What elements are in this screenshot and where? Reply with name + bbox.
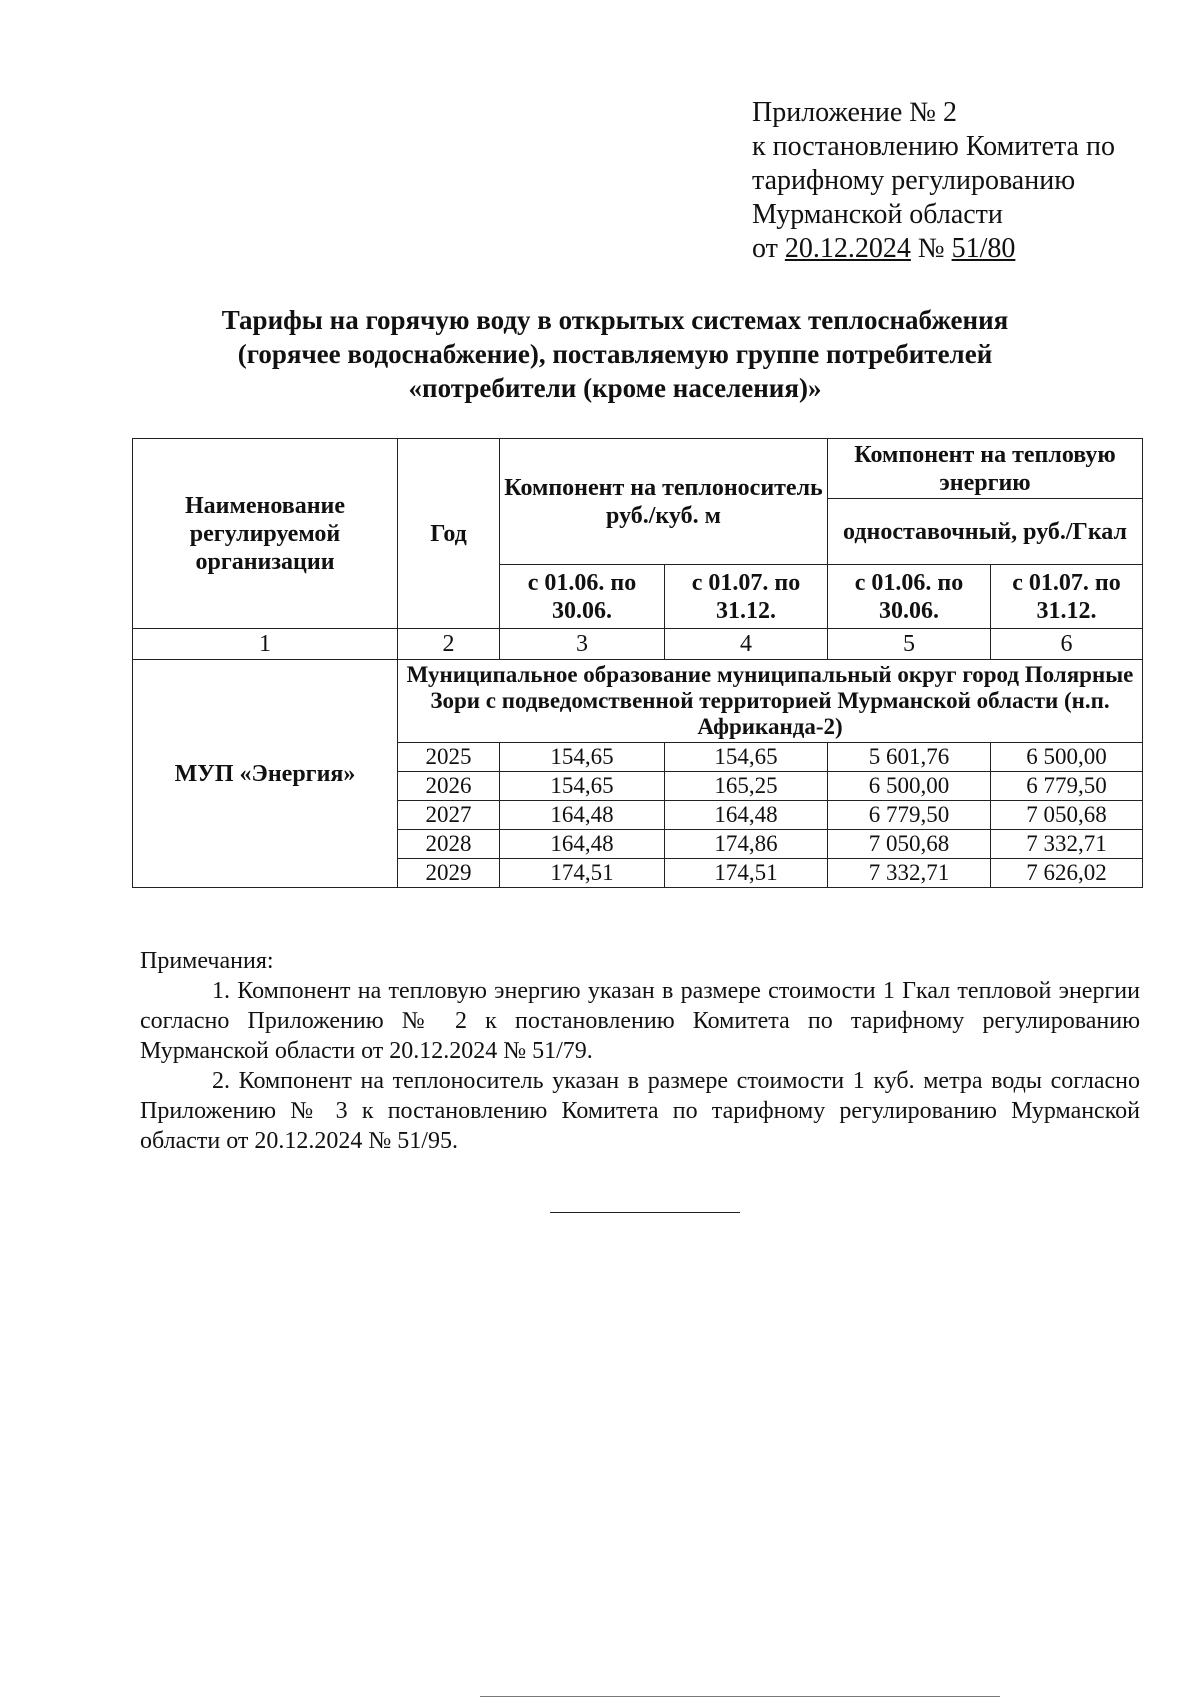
heat-period1-cell: 7 332,71 [828, 859, 991, 888]
note-2: 2. Компонент на теплоноситель указан в размере стоимости 1 куб. метра воды согласно Приложению № 3 к постановлению Комитета по тарифному регулированию Мурманской области от 20.12.2024 № 51/95. [140, 1068, 1140, 1154]
col-number: 1 [133, 629, 398, 660]
municipality-name: Муниципальное образование муниципальный округ город Полярные Зори с подведомственной территорией Мурманской области (н.п. Африканда-2) [398, 660, 1143, 743]
coolant-period1-cell: 164,48 [500, 801, 665, 830]
coolant-period1-cell: 154,65 [500, 772, 665, 801]
coolant-period2-cell: 154,65 [665, 743, 828, 772]
coolant-period2-cell: 164,48 [665, 801, 828, 830]
number-prefix: № [917, 233, 945, 264]
coolant-period1-cell: 174,51 [500, 859, 665, 888]
header-heat-rate: одноставочный, руб./Гкал [828, 499, 1143, 565]
heat-period1-cell: 5 601,76 [828, 743, 991, 772]
col-number: 6 [991, 629, 1143, 660]
header-period-1: с 01.06. по 30.06. [500, 565, 665, 629]
header-period-3: с 01.06. по 30.06. [828, 565, 991, 629]
document-title [150, 303, 1080, 405]
heat-period2-cell: 7 626,02 [991, 859, 1143, 888]
heat-period2-cell: 7 332,71 [991, 830, 1143, 859]
header-period-4: с 01.07. по 31.12. [991, 565, 1143, 629]
title-line-1: Тарифы на горячую воду в открытых системах теплоснабжения [221, 305, 1009, 335]
coolant-period1-cell: 164,48 [500, 830, 665, 859]
appendix-block [752, 96, 1152, 266]
header-coolant-component: Компонент на теплоноситель руб./куб. м [500, 439, 828, 565]
header-heat-component: Компонент на тепловую энергию [828, 439, 1143, 499]
notes-heading: Примечания: [140, 948, 274, 974]
notes-section [140, 946, 1140, 1156]
bottom-edge-line [480, 1696, 1000, 1697]
title-line-3: «потребители (кроме населения)» [408, 373, 822, 403]
heat-period1-cell: 6 500,00 [828, 772, 991, 801]
appendix-line-3: тарифному регулированию [752, 165, 1076, 196]
heat-period2-cell: 6 779,50 [991, 772, 1143, 801]
year-cell: 2025 [398, 743, 500, 772]
heat-period1-cell: 6 779,50 [828, 801, 991, 830]
header-year: Год [398, 439, 500, 629]
tariff-table [132, 438, 1143, 888]
col-number: 4 [665, 629, 828, 660]
appendix-line-1: Приложение № 2 [752, 97, 957, 128]
appendix-line-4: Мурманской области [752, 199, 1003, 230]
coolant-period1-cell: 154,65 [500, 743, 665, 772]
header-period-2: с 01.07. по 31.12. [665, 565, 828, 629]
header-org: Наименование регулируемой организации [133, 439, 398, 629]
date-prefix: от [752, 233, 778, 264]
organization-name: МУП «Энергия» [133, 660, 398, 888]
resolution-number: 51/80 [951, 233, 1016, 264]
title-line-2: (горячее водоснабжение), поставляемую группе потребителей [237, 339, 993, 369]
coolant-period2-cell: 174,51 [665, 859, 828, 888]
year-cell: 2029 [398, 859, 500, 888]
year-cell: 2026 [398, 772, 500, 801]
appendix-date-line [752, 232, 1152, 266]
note-1: 1. Компонент на тепловую энергию указан в размере стоимости 1 Гкал тепловой энергии согласно Приложению № 2 к постановлению Комитета по тарифному регулированию Мурманской области от 20.12.2024 № 51/79. [140, 978, 1140, 1064]
year-cell: 2027 [398, 801, 500, 830]
column-number-row [133, 629, 1143, 660]
year-cell: 2028 [398, 830, 500, 859]
closing-divider [550, 1212, 740, 1213]
appendix-line-2: к постановлению Комитета по [752, 131, 1115, 162]
col-number: 2 [398, 629, 500, 660]
heat-period1-cell: 7 050,68 [828, 830, 991, 859]
heat-period2-cell: 7 050,68 [991, 801, 1143, 830]
resolution-date: 20.12.2024 [784, 233, 911, 264]
coolant-period2-cell: 165,25 [665, 772, 828, 801]
col-number: 5 [828, 629, 991, 660]
heat-period2-cell: 6 500,00 [991, 743, 1143, 772]
coolant-period2-cell: 174,86 [665, 830, 828, 859]
col-number: 3 [500, 629, 665, 660]
